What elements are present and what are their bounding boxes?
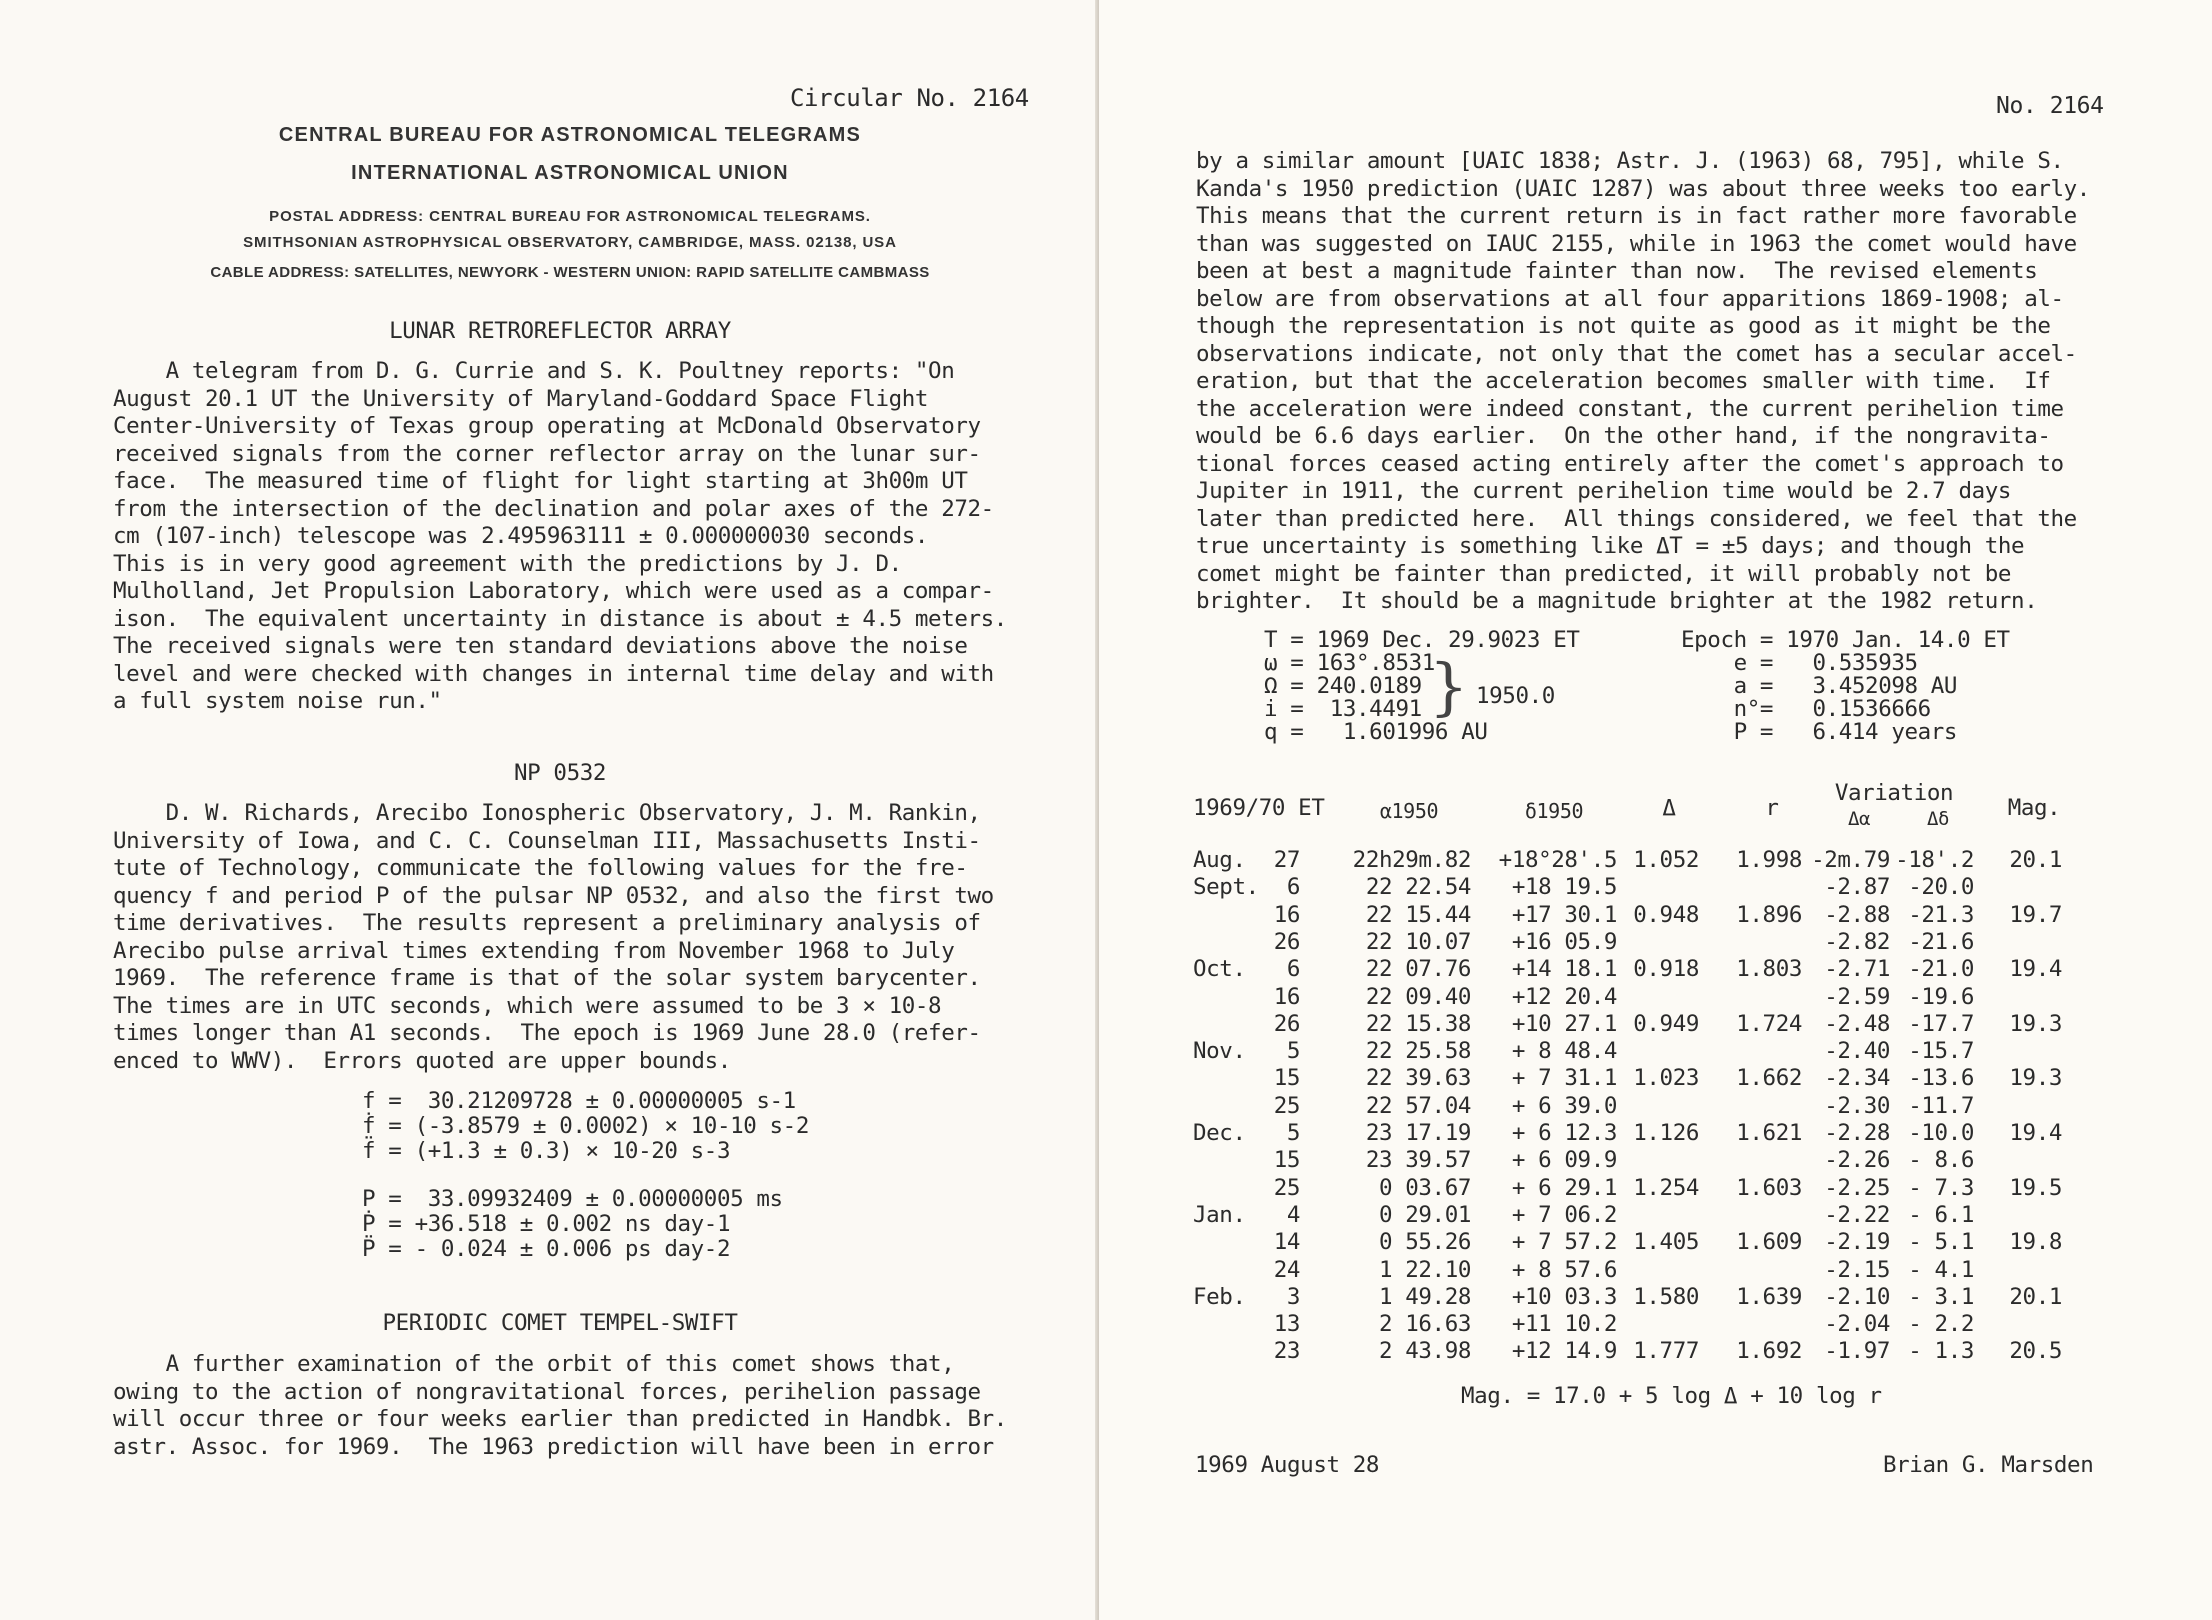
element-line: q = 1.601996 AU <box>1264 719 1488 745</box>
row-dra: -2.82 <box>1824 928 1890 955</box>
row-mag: 19.4 <box>2009 956 2062 983</box>
row-dra: -2.26 <box>1824 1147 1890 1174</box>
right-page <box>1099 0 2212 1620</box>
paragraph-line: 1969. The reference frame is that of the solar system barycenter. <box>113 965 981 991</box>
paragraph-line: times longer than A1 seconds. The epoch is 1969 June 28.0 (refer- <box>113 1020 981 1046</box>
row-dra: -2.34 <box>1824 1065 1890 1092</box>
paragraph-line: The received signals were ten standard deviations above the noise <box>113 633 968 659</box>
row-dra: -2.28 <box>1824 1120 1890 1146</box>
left-page <box>0 0 1097 1620</box>
paragraph-line: by a similar amount [UAIC 1838; Astr. J. (1963) 68, 795], while S. <box>1196 148 2064 174</box>
row-dec: + 8 48.4 <box>1511 1038 1617 1065</box>
row-mag: 20.1 <box>2009 1283 2062 1310</box>
element-line: e = 0.535935 <box>1681 650 1918 676</box>
row-r: 1.603 <box>1736 1174 1802 1201</box>
equinox: 1950.0 <box>1476 683 1555 709</box>
row-dec: +10 03.3 <box>1511 1283 1617 1310</box>
row-day: 15 <box>1273 1147 1300 1174</box>
paragraph-line: than was suggested on IAUC 2155, while in 1963 the comet would have <box>1196 230 2077 257</box>
row-dec: + 6 09.9 <box>1511 1147 1617 1174</box>
row-ra: 22h29m.82 <box>1352 847 1471 873</box>
formula-line: Ṗ = +36.518 ± 0.002 ns day-1 <box>362 1211 731 1237</box>
row-ddec: -15.7 <box>1908 1038 1974 1065</box>
section-title-tempel-swift: PERIODIC COMET TEMPEL-SWIFT <box>382 1310 738 1336</box>
header-ra: α1950 <box>1379 799 1439 823</box>
row-day: 5 <box>1286 1120 1300 1146</box>
row-dec: + 8 57.6 <box>1511 1256 1617 1283</box>
row-dec: +18 19.5 <box>1511 874 1617 901</box>
row-ddec: - 6.1 <box>1908 1201 1974 1228</box>
row-r: 1.724 <box>1736 1010 1802 1037</box>
header-r: r <box>1765 795 1779 821</box>
row-ddec: -18'.2 <box>1895 847 1974 873</box>
row-mag: 19.3 <box>2009 1010 2062 1037</box>
formula-line: f̈ = (+1.3 ± 0.3) × 10-20 s-3 <box>362 1138 731 1164</box>
row-delta: 0.918 <box>1633 956 1699 983</box>
row-day: 13 <box>1273 1311 1300 1338</box>
row-dec: +18°28'.5 <box>1498 847 1617 873</box>
paragraph-line: brighter. It should be a magnitude brighter at the 1982 return. <box>1196 588 2038 614</box>
row-dec: +16 05.9 <box>1511 928 1617 955</box>
paragraph-line: Center-University of Texas group operating at McDonald Observatory <box>113 413 981 439</box>
row-dra: -2m.79 <box>1811 847 1890 873</box>
paragraph-line: level and were checked with changes in internal time delay and with <box>113 660 994 687</box>
row-ra: 22 09.40 <box>1365 983 1471 1010</box>
row-r: 1.609 <box>1736 1229 1802 1256</box>
row-ra: 22 15.44 <box>1365 901 1471 928</box>
row-day: 6 <box>1286 956 1300 983</box>
row-dec: + 7 57.2 <box>1511 1229 1617 1256</box>
paragraph-line: This means that the current return is in fact rather more favorable <box>1196 203 2077 229</box>
section-title-lunar: LUNAR RETROREFLECTOR ARRAY <box>389 318 731 344</box>
row-ddec: - 4.1 <box>1908 1256 1974 1283</box>
paragraph-line: been at best a magnitude fainter than now. The revised elements <box>1196 258 2038 284</box>
union-title: INTERNATIONAL ASTRONOMICAL UNION <box>351 162 789 184</box>
row-ra: 22 57.04 <box>1365 1092 1471 1119</box>
ephemeris-table <box>1099 0 2212 1400</box>
paragraph-line: tute of Technology, communicate the following values for the fre- <box>113 855 968 881</box>
row-dec: + 6 39.0 <box>1511 1092 1617 1119</box>
row-delta: 1.126 <box>1633 1120 1699 1146</box>
row-day: 6 <box>1286 874 1300 901</box>
row-ddec: -19.6 <box>1908 983 1974 1010</box>
row-dec: + 6 29.1 <box>1511 1174 1617 1201</box>
paragraph-line: astr. Assoc. for 1969. The 1963 prediction will have been in error <box>113 1433 994 1460</box>
row-r: 1.803 <box>1736 956 1802 983</box>
paragraph-line: This is in very good agreement with the predictions by J. D. <box>113 550 902 577</box>
issue-date: 1969 August 28 <box>1195 1452 1380 1478</box>
row-day: 5 <box>1286 1038 1300 1065</box>
row-dec: +12 20.4 <box>1511 983 1617 1010</box>
row-day: 15 <box>1273 1065 1300 1092</box>
row-delta: 0.948 <box>1633 901 1699 928</box>
row-ra: 23 39.57 <box>1365 1147 1471 1174</box>
paragraph-line: Jupiter in 1911, the current perihelion time would be 2.7 days <box>1196 478 2012 504</box>
element-line: n°= 0.1536666 <box>1681 696 1931 722</box>
row-ra: 22 15.38 <box>1365 1010 1471 1037</box>
paragraph-line: Kanda's 1950 prediction (UAIC 1287) was about three weeks too early. <box>1196 175 2090 202</box>
element-line: a = 3.452098 AU <box>1681 673 1958 699</box>
row-dec: +11 10.2 <box>1511 1311 1617 1338</box>
equinox-brace: } <box>1429 650 1469 723</box>
row-day: 16 <box>1273 901 1300 928</box>
row-r: 1.998 <box>1736 847 1802 873</box>
row-delta: 1.580 <box>1633 1283 1699 1310</box>
row-month: Sept. <box>1193 874 1259 901</box>
row-dra: -2.87 <box>1824 874 1890 901</box>
paragraph-line: later than predicted here. All things considered, we feel that the <box>1196 505 2077 532</box>
cable-address: CABLE ADDRESS: SATELLITES, NEWYORK - WESTERN UNION: RAPID SATELLITE CAMBMASS <box>210 264 930 281</box>
row-mag: 19.4 <box>2009 1120 2062 1146</box>
row-ra: 1 49.28 <box>1378 1283 1471 1310</box>
row-ddec: -11.7 <box>1908 1092 1974 1119</box>
row-dra: -2.19 <box>1824 1229 1890 1256</box>
paragraph-line: would be 6.6 days earlier. On the other hand, if the nongravita- <box>1196 423 2051 449</box>
row-dra: -2.22 <box>1824 1201 1890 1228</box>
row-ra: 22 39.63 <box>1365 1065 1471 1092</box>
formula-line: f = 30.21209728 ± 0.00000005 s-1 <box>362 1088 796 1114</box>
row-ra: 23 17.19 <box>1365 1120 1471 1146</box>
header-variation: Variation <box>1834 780 1954 806</box>
row-ddec: - 1.3 <box>1908 1338 1974 1365</box>
row-ra: 22 25.58 <box>1365 1038 1471 1065</box>
header-ddec: Δδ <box>1926 808 1950 830</box>
row-month: Oct. <box>1193 956 1246 983</box>
row-dra: -2.40 <box>1824 1038 1890 1065</box>
row-dra: -2.10 <box>1824 1283 1890 1310</box>
row-dra: -2.59 <box>1824 983 1890 1010</box>
row-delta: 1.254 <box>1633 1174 1699 1201</box>
page-number: No. 2164 <box>1996 93 2104 119</box>
paragraph-line: owing to the action of nongravitational forces, perihelion passage <box>113 1378 981 1405</box>
paragraph-line: A telegram from D. G. Currie and S. K. Poultney reports: "On <box>113 358 955 384</box>
row-day: 25 <box>1273 1092 1300 1119</box>
paragraph-line: will occur three or four weeks earlier than predicted in Handbk. Br. <box>113 1406 1007 1432</box>
paragraph-line: cm (107-inch) telescope was 2.495963111 ± 0.000000030 seconds. <box>113 523 929 549</box>
element-line: i = 13.4491 <box>1264 696 1422 722</box>
paragraph-line: face. The measured time of flight for light starting at 3h00m UT <box>113 468 968 494</box>
row-dra: -2.71 <box>1824 956 1890 983</box>
row-mag: 20.5 <box>2009 1338 2062 1365</box>
row-ddec: - 8.6 <box>1908 1147 1974 1174</box>
row-ddec: - 5.1 <box>1908 1229 1974 1256</box>
paragraph-line: The times are in UTC seconds, which were assumed to be 3 × 10-8 <box>113 992 942 1019</box>
paragraph-line: a full system noise run." <box>113 688 442 714</box>
row-day: 25 <box>1273 1174 1300 1201</box>
paragraph-line: received signals from the corner reflector array on the lunar sur- <box>113 440 981 467</box>
formula-line: ḟ = (-3.8579 ± 0.0002) × 10-10 s-2 <box>362 1113 809 1139</box>
element-line: T = 1969 Dec. 29.9023 ET <box>1264 627 1580 653</box>
row-ddec: -21.3 <box>1908 901 1974 928</box>
paragraph-line: below are from observations at all four apparitions 1869-1908; al- <box>1196 285 2064 312</box>
section-title-np0532: NP 0532 <box>513 760 607 786</box>
row-month: Nov. <box>1193 1038 1246 1065</box>
header-date: 1969/70 ET <box>1193 795 1325 821</box>
row-ra: 0 03.67 <box>1378 1174 1471 1201</box>
magnitude-formula: Mag. = 17.0 + 5 log Δ + 10 log r <box>1461 1383 1882 1409</box>
row-delta: 1.405 <box>1633 1229 1699 1256</box>
paragraph-line: August 20.1 UT the University of Maryland-Goddard Space Flight <box>113 385 929 412</box>
row-dra: -2.88 <box>1824 901 1890 928</box>
row-r: 1.662 <box>1736 1065 1802 1092</box>
row-ddec: -21.0 <box>1908 956 1974 983</box>
paragraph-line: Mulholland, Jet Propulsion Laboratory, which were used as a compar- <box>113 578 994 604</box>
row-day: 27 <box>1273 847 1300 873</box>
circular-number: Circular No. 2164 <box>790 84 1029 112</box>
element-line: Ω = 240.0189 <box>1264 673 1422 699</box>
paragraph-line: comet might be fainter than predicted, it will probably not be <box>1196 560 2012 587</box>
row-ra: 2 16.63 <box>1378 1311 1471 1338</box>
row-month: Dec. <box>1193 1120 1246 1146</box>
paragraph-line: Arecibo pulse arrival times extending from November 1968 to July <box>113 937 955 964</box>
row-dec: +14 18.1 <box>1511 956 1617 983</box>
row-dec: + 7 31.1 <box>1511 1065 1617 1092</box>
row-r: 1.639 <box>1736 1283 1802 1310</box>
paragraph-line: from the intersection of the declination and polar axes of the 272- <box>113 495 994 522</box>
row-mag: 19.3 <box>2009 1065 2062 1092</box>
paragraph-line: tional forces ceased acting entirely after the comet's approach to <box>1196 450 2064 477</box>
row-ra: 0 55.26 <box>1378 1229 1471 1256</box>
paragraph-line: D. W. Richards, Arecibo Ionospheric Observatory, J. M. Rankin, <box>113 800 981 826</box>
paragraph-line: enced to WWV). Errors quoted are upper bounds. <box>113 1047 731 1074</box>
row-r: 1.692 <box>1736 1338 1802 1365</box>
row-dra: -2.48 <box>1824 1010 1890 1037</box>
row-dec: + 7 06.2 <box>1511 1201 1617 1228</box>
bureau-title: CENTRAL BUREAU FOR ASTRONOMICAL TELEGRAMS <box>278 124 862 146</box>
row-ra: 22 07.76 <box>1365 956 1471 983</box>
signature: Brian G. Marsden <box>1883 1452 2094 1478</box>
row-month: Aug. <box>1193 847 1246 873</box>
row-ra: 0 29.01 <box>1378 1201 1471 1228</box>
row-ddec: -13.6 <box>1908 1065 1974 1092</box>
row-day: 16 <box>1273 983 1300 1010</box>
paragraph-line: true uncertainty is something like ΔT = ±5 days; and though the <box>1196 533 2025 559</box>
row-mag: 19.8 <box>2009 1229 2062 1256</box>
row-dec: +10 27.1 <box>1511 1010 1617 1037</box>
paragraph-line: University of Iowa, and C. C. Counselman III, Massachusetts Insti- <box>113 827 981 854</box>
row-month: Feb. <box>1193 1283 1246 1310</box>
formula-line: P = 33.09932409 ± 0.00000005 ms <box>362 1186 783 1212</box>
element-line: Epoch = 1970 Jan. 14.0 ET <box>1681 627 2010 653</box>
row-ra: 22 22.54 <box>1365 874 1471 901</box>
row-ra: 2 43.98 <box>1378 1338 1471 1365</box>
row-ddec: -21.6 <box>1908 928 1974 955</box>
row-month: Jan. <box>1193 1201 1246 1228</box>
row-dra: -2.25 <box>1824 1174 1890 1201</box>
row-day: 3 <box>1286 1283 1300 1310</box>
row-dra: -2.04 <box>1824 1311 1890 1338</box>
row-mag: 19.7 <box>2009 901 2062 928</box>
row-dra: -2.30 <box>1824 1092 1890 1119</box>
formula-line: P̈ = - 0.024 ± 0.006 ps day-2 <box>362 1236 731 1262</box>
row-day: 26 <box>1273 928 1300 955</box>
row-day: 14 <box>1273 1229 1300 1256</box>
paragraph-line: time derivatives. The results represent a preliminary analysis of <box>113 910 981 936</box>
row-delta: 1.777 <box>1633 1338 1699 1365</box>
header-dec: δ1950 <box>1524 799 1584 823</box>
paragraph-line: ison. The equivalent uncertainty in distance is about ± 4.5 meters. <box>113 605 1007 632</box>
paragraph-line: though the representation is not quite as good as it might be the <box>1196 313 2051 339</box>
row-dra: -1.97 <box>1824 1338 1890 1365</box>
row-ddec: - 2.2 <box>1908 1311 1974 1338</box>
paragraph-line: A further examination of the orbit of this comet shows that, <box>113 1351 955 1377</box>
row-day: 24 <box>1273 1256 1300 1283</box>
row-delta: 1.023 <box>1633 1065 1699 1092</box>
header-dra: Δα <box>1847 808 1871 830</box>
row-day: 23 <box>1273 1338 1300 1365</box>
row-ddec: -10.0 <box>1908 1120 1974 1146</box>
header-delta: Δ <box>1662 795 1676 821</box>
postal-address-line-2: SMITHSONIAN ASTROPHYSICAL OBSERVATORY, CAMBRIDGE, MASS. 02138, USA <box>243 234 897 251</box>
row-dec: +12 14.9 <box>1511 1338 1617 1365</box>
postal-address-line-1: POSTAL ADDRESS: CENTRAL BUREAU FOR ASTRONOMICAL TELEGRAMS. <box>269 208 871 225</box>
row-ddec: - 3.1 <box>1908 1283 1974 1310</box>
row-day: 4 <box>1286 1201 1300 1228</box>
paragraph-line: observations indicate, not only that the comet has a secular accel- <box>1196 340 2077 367</box>
element-line: P = 6.414 years <box>1681 719 1958 745</box>
row-r: 1.621 <box>1736 1120 1802 1146</box>
row-r: 1.896 <box>1736 901 1802 928</box>
row-delta: 0.949 <box>1633 1010 1699 1037</box>
row-mag: 20.1 <box>2009 847 2062 873</box>
row-dec: +17 30.1 <box>1511 901 1617 928</box>
paragraph-line: eration, but that the acceleration becomes smaller with time. If <box>1196 368 2051 394</box>
element-line: ω = 163°.8531 <box>1264 650 1435 676</box>
row-ddec: -17.7 <box>1908 1010 1974 1037</box>
row-dec: + 6 12.3 <box>1511 1120 1617 1146</box>
row-ddec: - 7.3 <box>1908 1174 1974 1201</box>
row-ra: 22 10.07 <box>1365 928 1471 955</box>
paragraph-line: the acceleration were indeed constant, the current perihelion time <box>1196 395 2064 422</box>
row-day: 26 <box>1273 1010 1300 1037</box>
row-mag: 19.5 <box>2009 1174 2062 1201</box>
row-ra: 1 22.10 <box>1378 1256 1471 1283</box>
row-delta: 1.052 <box>1633 847 1699 873</box>
row-ddec: -20.0 <box>1908 874 1974 901</box>
row-dra: -2.15 <box>1824 1256 1890 1283</box>
header-mag: Mag. <box>2007 795 2061 821</box>
paragraph-line: quency f and period P of the pulsar NP 0532, and also the first two <box>113 882 994 909</box>
